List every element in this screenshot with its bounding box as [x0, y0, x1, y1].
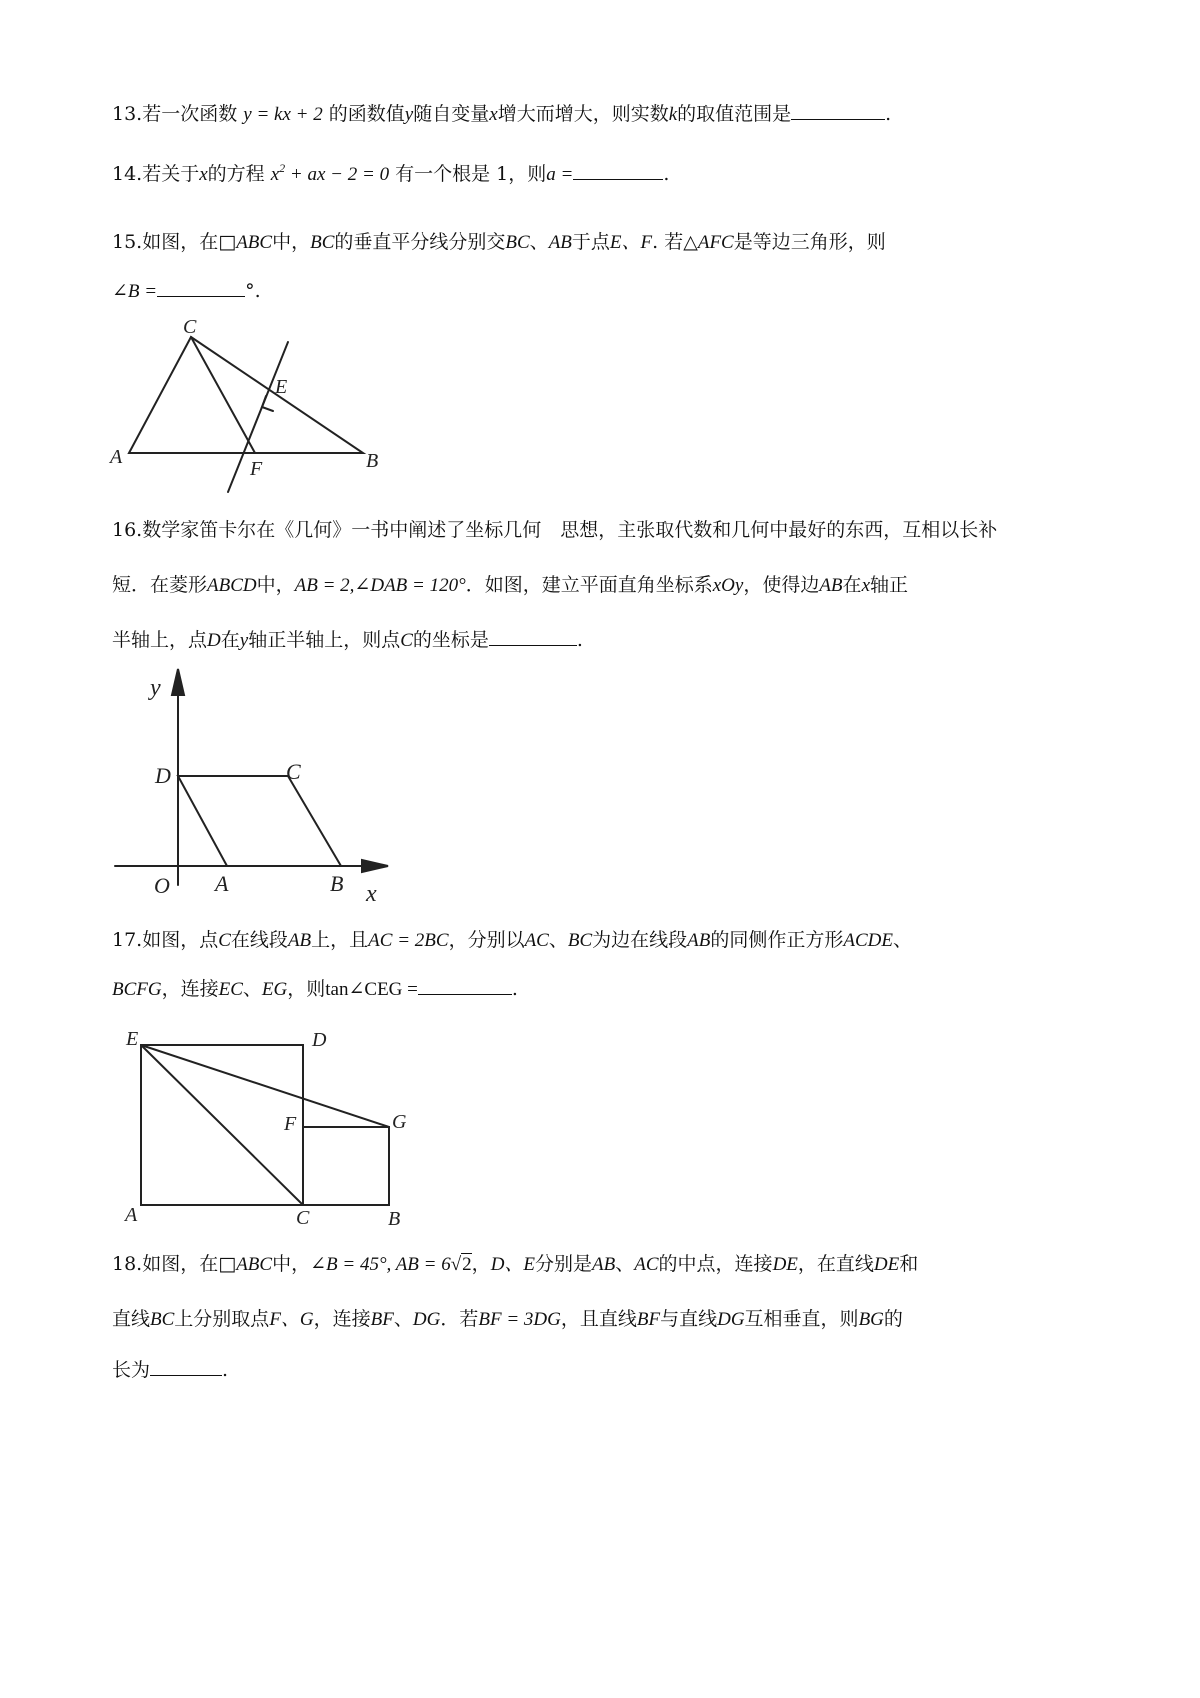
q16-label-x: x — [366, 881, 377, 907]
question-16-line-3: 半轴上，点D在y轴正半轴上，则点C的坐标是 . — [112, 629, 583, 651]
q15-label-b: B — [366, 450, 379, 472]
q16-y-axis-arrow — [172, 669, 184, 695]
q17-square-bcfg — [303, 1127, 389, 1205]
q16-answer-blank[interactable] — [489, 627, 577, 646]
q17-label-c: C — [296, 1207, 310, 1229]
question-16-line-1: 16.数学家笛卡尔在《几何》一书中阐述了坐标几何 思想，主张取代数和几何中最好的东西，互相以长补 — [112, 519, 998, 541]
q16-label-d: D — [155, 763, 171, 788]
q17-label-f: F — [284, 1113, 297, 1135]
q15-label-f: F — [250, 458, 263, 480]
q16-label-o: O — [154, 873, 170, 898]
q16-number: 16. — [112, 519, 143, 541]
q14-answer-blank[interactable] — [573, 161, 663, 180]
q18-number: 18. — [112, 1253, 143, 1275]
q17-label-a: A — [125, 1204, 138, 1226]
q15-label-e: E — [275, 376, 288, 398]
q16-rhombus — [178, 776, 341, 866]
q17-segment-eg — [141, 1045, 389, 1127]
q17-label-b: B — [388, 1208, 401, 1230]
q15-number: 15. — [112, 231, 143, 253]
q17-label-d: D — [312, 1029, 327, 1051]
q14-equation: $x^2$ + ax − 2 = 0 — [270, 161, 390, 185]
question-14: 14.若关于x的方程 $x^2$ + ax − 2 = 0 有一个根是 1，则a = . — [112, 161, 670, 185]
q15-label-c: C — [183, 316, 197, 338]
q13-answer-blank[interactable] — [791, 101, 885, 120]
q15-figure — [100, 316, 400, 500]
q17-label-g: G — [392, 1111, 407, 1133]
question-15-line-1: 15.如图，在□ABC中，BC的垂直平分线分别交BC、AB于点E、F. 若△AFC是等边三角形，则 — [112, 231, 886, 253]
q17-answer-blank[interactable] — [418, 976, 512, 995]
q13-number: 13. — [112, 103, 143, 125]
question-13: 13.若一次函数 y = kx + 2 的函数值y随自变量x增大而增大，则实数k的取值范围是 . — [112, 103, 892, 125]
q15-segment-cf — [191, 337, 255, 453]
q16-figure — [110, 665, 400, 910]
question-18-line-3: 长为 . — [112, 1359, 229, 1381]
question-17-line-1: 17.如图，点C在线段AB上，且AC = 2BC，分别以AC、BC为边在线段AB的同侧作正方形ACDE、 — [112, 929, 913, 951]
question-15-line-2: ∠B = °. — [112, 280, 261, 302]
q16-label-b: B — [330, 871, 344, 896]
q17-label-e: E — [126, 1028, 139, 1050]
q15-answer-blank[interactable] — [157, 278, 245, 297]
q18-answer-blank[interactable] — [150, 1357, 222, 1376]
q14-number: 14. — [112, 163, 143, 185]
q16-label-c: C — [286, 759, 301, 784]
q17-segment-ec — [141, 1045, 303, 1205]
q17-figure — [112, 1015, 412, 1230]
q15-label-a: A — [110, 446, 123, 468]
question-17-line-2: BCFG，连接EC、EG，则tan∠CEG = . — [112, 978, 518, 1000]
q16-x-axis-arrow — [362, 860, 388, 872]
question-16-line-2: 短．在菱形ABCD中，AB = 2,∠DAB = 120°．如图，建立平面直角坐标系xOy，使得边AB在x轴正 — [112, 574, 909, 596]
q13-equation: y = kx + 2 — [243, 104, 323, 125]
q18-sqrt: √2 — [450, 1254, 472, 1275]
q16-label-y: y — [150, 675, 161, 701]
q17-number: 17. — [112, 929, 143, 951]
q15-right-angle-mark — [262, 396, 273, 411]
q16-label-a: A — [215, 871, 229, 896]
question-18-line-1: 18.如图，在□ABC中，∠B = 45°, AB = 6√2，D、E分别是AB、AC的中点，连接DE，在直线DE和 — [112, 1253, 919, 1275]
question-18-line-2: 直线BC上分别取点F、G，连接BF、DG．若BF = 3DG，且直线BF与直线DG互相垂直，则BG的 — [112, 1308, 903, 1330]
